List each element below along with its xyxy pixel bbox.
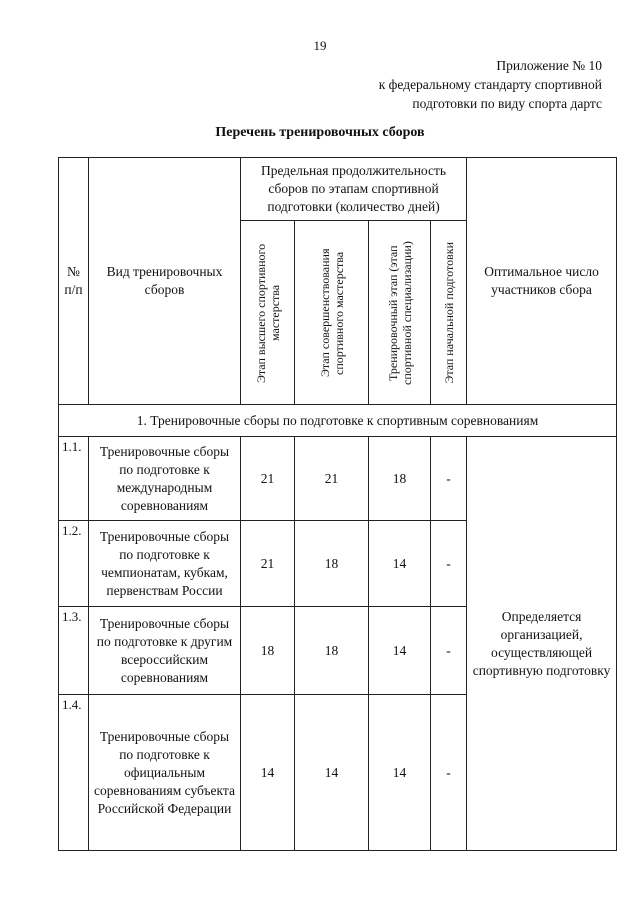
row-value-improvement: 14: [295, 695, 369, 851]
header-stage-initial: Этап начальной подготовки: [431, 221, 467, 405]
document-title: Перечень тренировочных сборов: [215, 125, 425, 140]
row-value-initial: -: [431, 521, 467, 607]
row-value-improvement: 18: [295, 607, 369, 695]
appendix-line-1: Приложение № 10: [496, 58, 602, 73]
row-value-training: 18: [369, 437, 431, 521]
row-kind: Тренировочные сборы по подготовке к официальным соревнованиям субъекта Российской Федерации: [89, 695, 241, 851]
section-title: 1. Тренировочные сборы по подготовке к спортивным соревнованиям: [59, 405, 617, 437]
training-camps-table: [58, 157, 617, 851]
header-stage-training: Тренировочный этап (этап спортивной специализации): [369, 221, 431, 405]
row-value-initial: -: [431, 607, 467, 695]
appendix-line-3: подготовки по виду спорта дартс: [412, 96, 602, 111]
row-value-higher: 14: [241, 695, 295, 851]
row-value-training: 14: [369, 607, 431, 695]
row-num: 1.4.: [59, 695, 89, 851]
table-row: [59, 437, 617, 521]
header-duration: Предельная продолжительность сборов по этапам спортивной подготовки (количество дней): [241, 158, 467, 221]
row-value-higher: 21: [241, 521, 295, 607]
row-num: 1.1.: [59, 437, 89, 521]
page-number: 19: [313, 38, 327, 53]
row-value-higher: 21: [241, 437, 295, 521]
header-stage-higher: Этап высшего спортивного мастерства: [241, 221, 295, 405]
appendix-header: [379, 56, 602, 113]
header-participants: Оптимальное число участников сбора: [467, 158, 617, 405]
header-kind: Вид тренировочных сборов: [89, 158, 241, 405]
header-num: № п/п: [59, 158, 89, 405]
header-stage-improvement: Этап совершенствования спортивного мастерства: [295, 221, 369, 405]
row-kind: Тренировочные сборы по подготовке к международным соревнованиям: [89, 437, 241, 521]
row-kind: Тренировочные сборы по подготовке к чемпионатам, кубкам, первенствам России: [89, 521, 241, 607]
row-num: 1.3.: [59, 607, 89, 695]
row-value-improvement: 18: [295, 521, 369, 607]
row-kind: Тренировочные сборы по подготовке к другим всероссийским соревнованиям: [89, 607, 241, 695]
appendix-line-2: к федеральному стандарту спортивной: [378, 77, 602, 92]
row-value-initial: -: [431, 695, 467, 851]
row-value-initial: -: [431, 437, 467, 521]
row-value-training: 14: [369, 521, 431, 607]
row-value-training: 14: [369, 695, 431, 851]
row-value-higher: 18: [241, 607, 295, 695]
row-value-improvement: 21: [295, 437, 369, 521]
row-num: 1.2.: [59, 521, 89, 607]
participants-value: Определяется организацией, осуществляющей спортивную подготовку: [467, 437, 617, 851]
